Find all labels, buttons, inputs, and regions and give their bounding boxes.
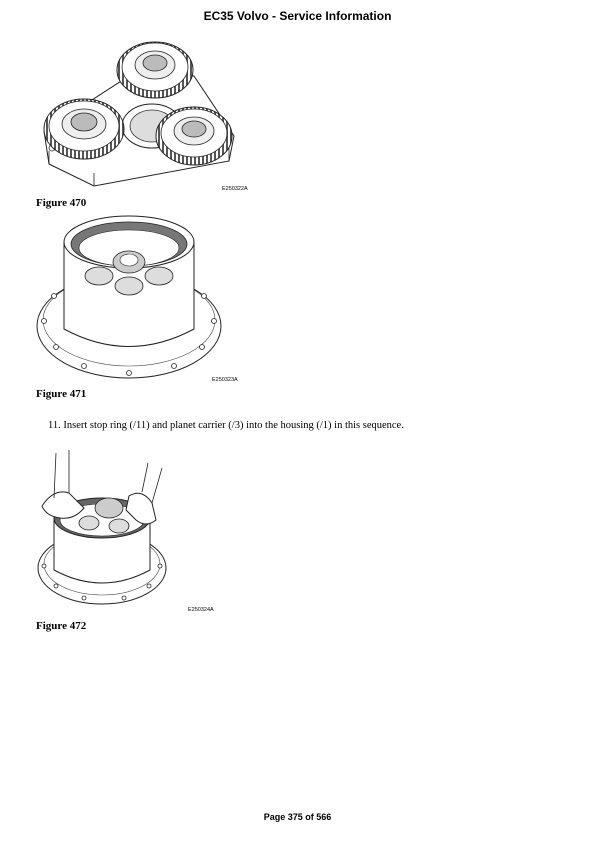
figure-471-illustration bbox=[34, 214, 224, 382]
figure-472-code: E250324A bbox=[188, 607, 214, 613]
planet-gear-carrier-icon bbox=[34, 36, 264, 191]
figure-471-caption: Figure 471 bbox=[36, 388, 87, 400]
figure-472-caption: Figure 472 bbox=[36, 620, 87, 632]
figure-470-illustration bbox=[34, 36, 264, 191]
ring-gear-housing-icon bbox=[34, 214, 224, 382]
figure-471-code: E250323A bbox=[212, 377, 238, 383]
page-header-title: EC35 Volvo - Service Information bbox=[203, 9, 392, 23]
figure-472-illustration bbox=[34, 448, 174, 613]
page-footer-number: Page 375 of 566 bbox=[263, 812, 332, 822]
figure-470-code: E250322A bbox=[222, 186, 248, 192]
hands-inserting-carrier-icon bbox=[34, 448, 174, 613]
figure-470-caption: Figure 470 bbox=[36, 197, 87, 209]
instruction-step-11: 11. Insert stop ring (/11) and planet carrier (/3) into the housing (/1) in this sequence. bbox=[48, 420, 404, 431]
